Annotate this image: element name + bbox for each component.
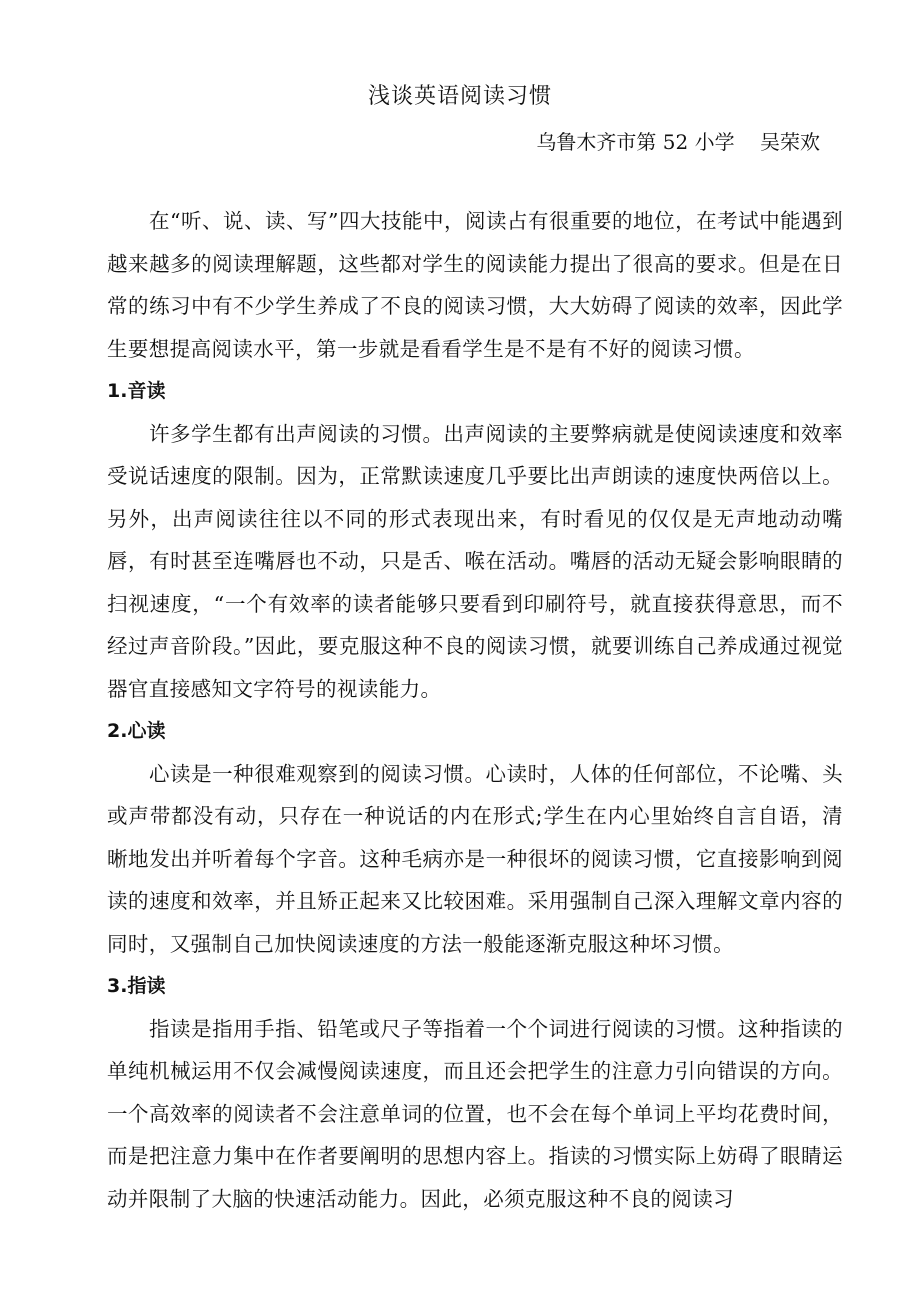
section-paragraph-3: 指读是指用手指、铅笔或尺子等指着一个个词进行阅读的习惯。这种指读的单纯机械运用不仅会减慢阅读速度，而且还会把学生的注意力引向错误的方向。一个高效率的阅读者不会注意单词的位置，也不会在每个单词上平均花费时间，而是把注意力集中在作者要阐明的思想内容上。指读的习惯实际上妨碍了眼睛运动并限制了大脑的快速活动能力。因此，必须克服这种不良的阅读习 [107,1016,843,1211]
document-title: 浅谈英语阅读习惯 [367,84,552,109]
intro-paragraph: 在“听、说、读、写”四大技能中，阅读占有很重要的地位，在考试中能遇到越来越多的阅读理解题，这些都对学生的阅读能力提出了很高的要求。但是在日常的练习中有不少学生养成了不良的阅读习惯，大大妨碍了阅读的效率，因此学生要想提高阅读水平，第一步就是看看学生是不是有不好的阅读习惯。 [107,209,843,361]
section-paragraph-2: 心读是一种很难观察到的阅读习惯。心读时，人体的任何部位，不论嘴、头或声带都没有动，只存在一种说话的内在形式;学生在内心里始终自言自语，清晰地发出并听着每个字音。这种毛病亦是一种很坏的阅读习惯，它直接影响到阅读的速度和效率，并且矫正起来又比较困难。采用强制自己深入理解文章内容的同时，又强制自己加快阅读速度的方法一般能逐渐克服这种坏习惯。 [107,761,843,956]
document-body [107,200,843,1220]
section-heading-3: 3.指读 [107,975,166,997]
section-heading-1: 1.音读 [107,380,166,402]
section-paragraph-1: 许多学生都有出声阅读的习惯。出声阅读的主要弊病就是使阅读速度和效率受说话速度的限制。因为，正常默读速度几乎要比出声朗读的速度快两倍以上。另外，出声阅读往往以不同的形式表现出来，有时看见的仅仅是无声地动动嘴唇，有时甚至连嘴唇也不动，只是舌、喉在活动。嘴唇的活动无疑会影响眼睛的扫视速度，“一个有效率的读者能够只要看到印刷符号，就直接获得意思，而不经过声音阶段。”因此，要克服这种不良的阅读习惯，就要训练自己养成通过视觉器官直接感知文字符号的视读能力。 [107,421,843,701]
section-heading-2: 2.心读 [107,720,166,742]
author-line: 乌鲁木齐市第 52 小学 吴荣欢 [536,130,820,154]
